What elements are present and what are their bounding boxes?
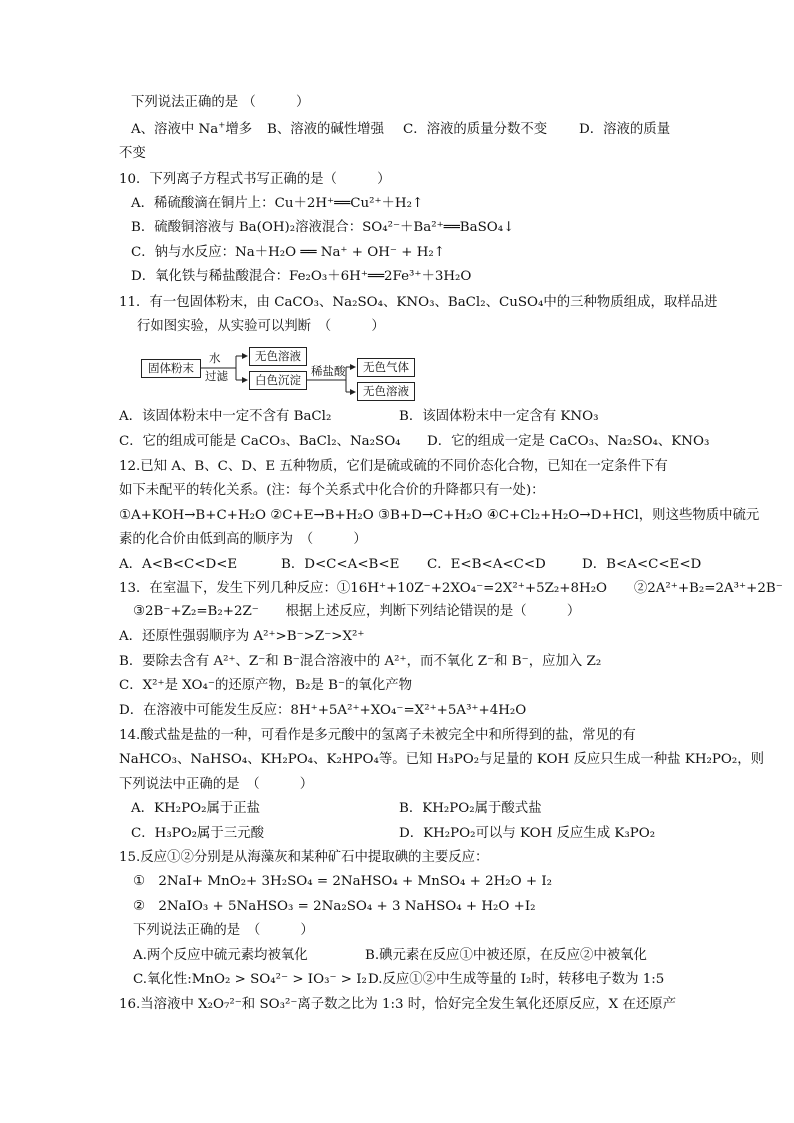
q9-stem: 下列说法正确的是 （ ） — [131, 95, 310, 110]
q16-stem: 16.当溶液中 X₂O₇²⁻和 SO₃²⁻离子数之比为 1:3 时，恰好完全发生氧化还原反应，X 在还原产 — [119, 997, 677, 1012]
flow-step1-bottom: 过滤 — [205, 369, 228, 383]
q11-option-d: D．它的组成一定是 CaCO₃、Na₂SO₄、KNO₃ — [427, 434, 710, 449]
flow-step1-top: 水 — [209, 351, 221, 365]
q9-option-a-text: A、溶液中 Na — [131, 122, 219, 137]
flow-out4-box: 无色溶液 — [357, 382, 415, 401]
q14-option-d: D．KH₂PO₂可以与 KOH 反应生成 K₃PO₂ — [399, 826, 656, 841]
q11-option-c: C．它的组成可能是 CaCO₃、BaCl₂、Na₂SO₄ — [119, 434, 401, 449]
q9-option-a-text-end: 增多 — [225, 122, 253, 137]
q9-option-d-cont: 不变 — [119, 146, 146, 161]
q13-stem-line2: ③2B⁻+Z₂=B₂+2Z⁻ 根据上述反应，判断下列结论错误的是（ ） — [133, 604, 581, 619]
q9-option-b: B、溶液的碱性增强 — [267, 122, 384, 137]
q12-stem-line4: 素的化合价由低到高的顺序为 （ ） — [119, 532, 367, 547]
q12-option-a: A．A<B<C<D<E — [119, 557, 238, 572]
q9-option-a — [131, 121, 252, 139]
q14-stem-line3: 下列说法中正确的是 （ ） — [119, 777, 314, 792]
flow-start-box: 固体粉末 — [141, 359, 201, 378]
q12-option-d: D．B<A<C<E<D — [582, 557, 702, 572]
q14-stem-line1: 14.酸式盐是盐的一种，可看作是多元酸中的氢离子未被完全中和所得到的盐，常见的有 — [119, 728, 636, 743]
q15-reaction-2: ② 2NaIO₃ + 5NaHSO₃ = 2Na₂SO₄ + 3 NaHSO₄ + H₂O +I₂ — [133, 899, 536, 914]
q14-option-a: A．KH₂PO₂属于正盐 — [131, 801, 261, 816]
q10-option-c: C．钠与水反应：Na＋H₂O ══ Na⁺ + OH⁻ + H₂↑ — [131, 245, 445, 260]
q15-option-a: A.两个反应中硫元素均被氧化 — [133, 948, 308, 963]
q10-stem: 10．下列离子方程式书写正确的是（ ） — [119, 172, 391, 187]
q15-option-c: C.氧化性:MnO₂ > SO₄²⁻ > IO₃⁻ > I₂ — [133, 972, 367, 987]
q12-option-b: B．D<C<A<B<E — [281, 557, 400, 572]
q11-flow-diagram — [141, 343, 421, 403]
q9-option-d: D．溶液的质量 — [579, 122, 671, 137]
q15-question: 下列说法正确的是 （ ） — [133, 923, 314, 938]
q15-option-d: D.反应①②中生成等量的 I₂时，转移电子数为 1:5 — [368, 972, 665, 987]
q9-option-a-sup: + — [218, 120, 226, 131]
q9-option-c: C．溶液的质量分数不变 — [403, 122, 548, 137]
q10-option-d: D．氧化铁与稀盐酸混合：Fe₂O₃＋6H⁺══2Fe³⁺＋3H₂O — [131, 269, 472, 284]
q13-option-c: C．X²⁺是 XO₄⁻的还原产物，B₂是 B⁻的氧化产物 — [119, 678, 413, 693]
q10-option-b: B．硫酸铜溶液与 Ba(OH)₂溶液混合：SO₄²⁻＋Ba²⁺══BaSO₄↓ — [131, 220, 515, 235]
q11-stem-line2: 行如图实验，从实验可以判断 （ ） — [137, 319, 385, 334]
q15-reaction-1: ① 2NaI+ MnO₂+ 3H₂SO₄ = 2NaHSO₄ + MnSO₄ + 2H₂O + I₂ — [133, 874, 553, 889]
q15-option-b: B.碘元素在反应①中被还原，在反应②中被氧化 — [365, 948, 647, 963]
q12-stem-line2: 如下未配平的转化关系。(注：每个关系式中化合价的升降都只有一处)： — [119, 483, 545, 498]
q14-option-b: B．KH₂PO₂属于酸式盐 — [399, 801, 542, 816]
q13-option-a: A．还原性强弱顺序为 A²⁺>B⁻>Z⁻>X²⁺ — [119, 629, 365, 644]
q11-option-b: B．该固体粉末中一定含有 KNO₃ — [399, 409, 599, 424]
q15-stem: 15.反应①②分别是从海藻灰和某种矿石中提取碘的主要反应： — [119, 850, 489, 865]
q13-stem-line1: 13．在室温下，发生下列几种反应：①16H⁺+10Z⁻+2XO₄⁻=2X²⁺+5Z₂+8H₂O ②2A²⁺+B₂=2A³⁺+2B⁻ — [119, 581, 783, 596]
flow-out2-box: 白色沉淀 — [249, 371, 307, 390]
q10-option-a: A．稀硫酸滴在铜片上：Cu＋2H⁺══Cu²⁺＋H₂↑ — [131, 196, 424, 211]
q14-stem-line2: NaHCO₃、NaHSO₄、KH₂PO₄、K₂HPO₄等。已知 H₃PO₂与足量的 KOH 反应只生成一种盐 KH₂PO₂，则 — [119, 752, 765, 767]
q11-stem-line1: 11．有一包固体粉末，由 CaCO₃、Na₂SO₄、KNO₃、BaCl₂、CuSO₄中的三种物质组成，取样品进 — [119, 295, 718, 310]
q12-stem-line1: 12.已知 A、B、C、D、E 五种物质，它们是硫或硫的不同价态化合物，已知在一定条件下有 — [119, 459, 668, 474]
q14-option-c: C．H₃PO₂属于三元酸 — [131, 826, 264, 841]
flow-out3-box: 无色气体 — [357, 358, 415, 377]
q11-option-a: A．该固体粉末中一定不含有 BaCl₂ — [119, 409, 332, 424]
q12-option-c: C．E<B<A<C<D — [427, 557, 546, 572]
q12-stem-line3: ①A+KOH→B+C+H₂O ②C+E→B+H₂O ③B+D→C+H₂O ④C+Cl₂+H₂O→D+HCl，则这些物质中硫元 — [119, 508, 760, 523]
q13-option-b: B．要除去含有 A²⁺、Z⁻和 B⁻混合溶液中的 A²⁺，而不氧化 Z⁻和 B⁻，应加入 Z₂ — [119, 654, 602, 669]
flow-out1-box: 无色溶液 — [249, 347, 307, 366]
q13-option-d: D．在溶液中可能发生反应：8H⁺+5A²⁺+XO₄⁻=X²⁺+5A³⁺+4H₂O — [119, 703, 527, 718]
flow-step2-label: 稀盐酸 — [311, 364, 346, 378]
